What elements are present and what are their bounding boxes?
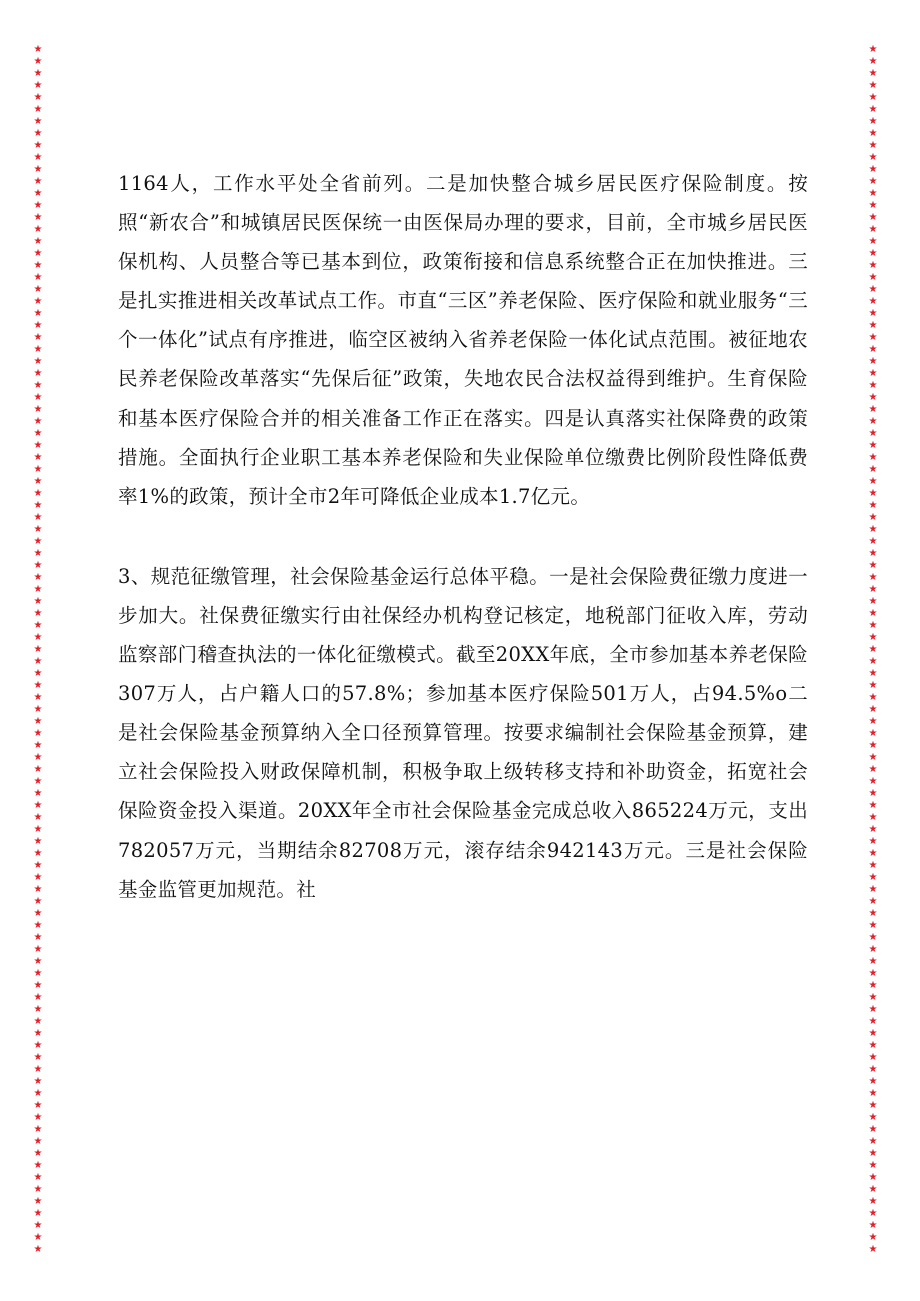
page-content: [118, 164, 808, 909]
left-star-border: ★ ★ ★ ★ ★ ★ ★ ★ ★ ★ ★ ★ ★ ★ ★ ★ ★ ★ ★ ★ ★ ★ ★ ★ ★ ★ ★ ★ ★ ★ ★ ★ ★ ★ ★ ★ ★ ★ ★ ★ ★ ★ ★ ★ ★ ★ ★ ★ ★ ★ ★ ★ ★ ★ ★ ★ ★ ★ ★ ★ ★ ★ ★ ★ ★ ★ ★ ★ ★ ★ ★ ★ ★ ★ ★ ★ ★ ★ ★ ★ ★ ★ ★ ★ ★ ★ ★ ★ ★ ★ ★ ★ ★ ★ ★ ★ ★ ★ ★ ★ ★: [33, 44, 43, 1255]
paragraph-social-insurance-reform: 1164人，工作水平处全省前列。二是加快整合城乡居民医疗保险制度。按照“新农合”和城镇居民医保统一由医保局办理的要求，目前，全市城乡居民医保机构、人员整合等已基本到位，政策衔接和信息系统整合正在加快推进。三是扎实推进相关改革试点工作。市直“三区”养老保险、医疗保险和就业服务“三个一体化”试点有序推进，临空区被纳入省养老保险一体化试点范围。被征地农民养老保险改革落实“先保后征”政策，失地农民合法权益得到维护。生育保险和基本医疗保险合并的相关准备工作正在落实。四是认真落实社保降费的政策措施。全面执行企业职工基本养老保险和失业保险单位缴费比例阶段性降低费率1%的政策，预计全市2年可降低企业成本1.7亿元。: [118, 172, 808, 508]
paragraph-collection-management: 3、规范征缴管理，社会保险基金运行总体平稳。一是社会保险费征缴力度进一步加大。社保费征缴实行由社保经办机构登记核定，地税部门征收入库，劳动监察部门稽查执法的一体化征缴模式。截至20XX年底，全市参加基本养老保险307万人，占户籍人口的57.8%；参加基本医疗保险501万人，占94.5%o二是社会保险基金预算纳入全口径预算管理。按要求编制社会保险基金预算，建立社会保险投入财政保障机制，积极争取上级转移支持和补助资金，拓宽社会保险资金投入渠道。20XX年全市社会保险基金完成总收入865224万元，支出782057万元，当期结余82708万元，滚存结余942143万元。三是社会保险基金监管更加规范。社: [118, 564, 808, 901]
right-star-border: ★ ★ ★ ★ ★ ★ ★ ★ ★ ★ ★ ★ ★ ★ ★ ★ ★ ★ ★ ★ ★ ★ ★ ★ ★ ★ ★ ★ ★ ★ ★ ★ ★ ★ ★ ★ ★ ★ ★ ★ ★ ★ ★ ★ ★ ★ ★ ★ ★ ★ ★ ★ ★ ★ ★ ★ ★ ★ ★ ★ ★ ★ ★ ★ ★ ★ ★ ★ ★ ★ ★ ★ ★ ★ ★ ★ ★ ★ ★ ★ ★ ★ ★ ★ ★ ★ ★ ★ ★ ★ ★ ★ ★ ★ ★ ★ ★ ★ ★ ★ ★: [868, 44, 878, 1255]
